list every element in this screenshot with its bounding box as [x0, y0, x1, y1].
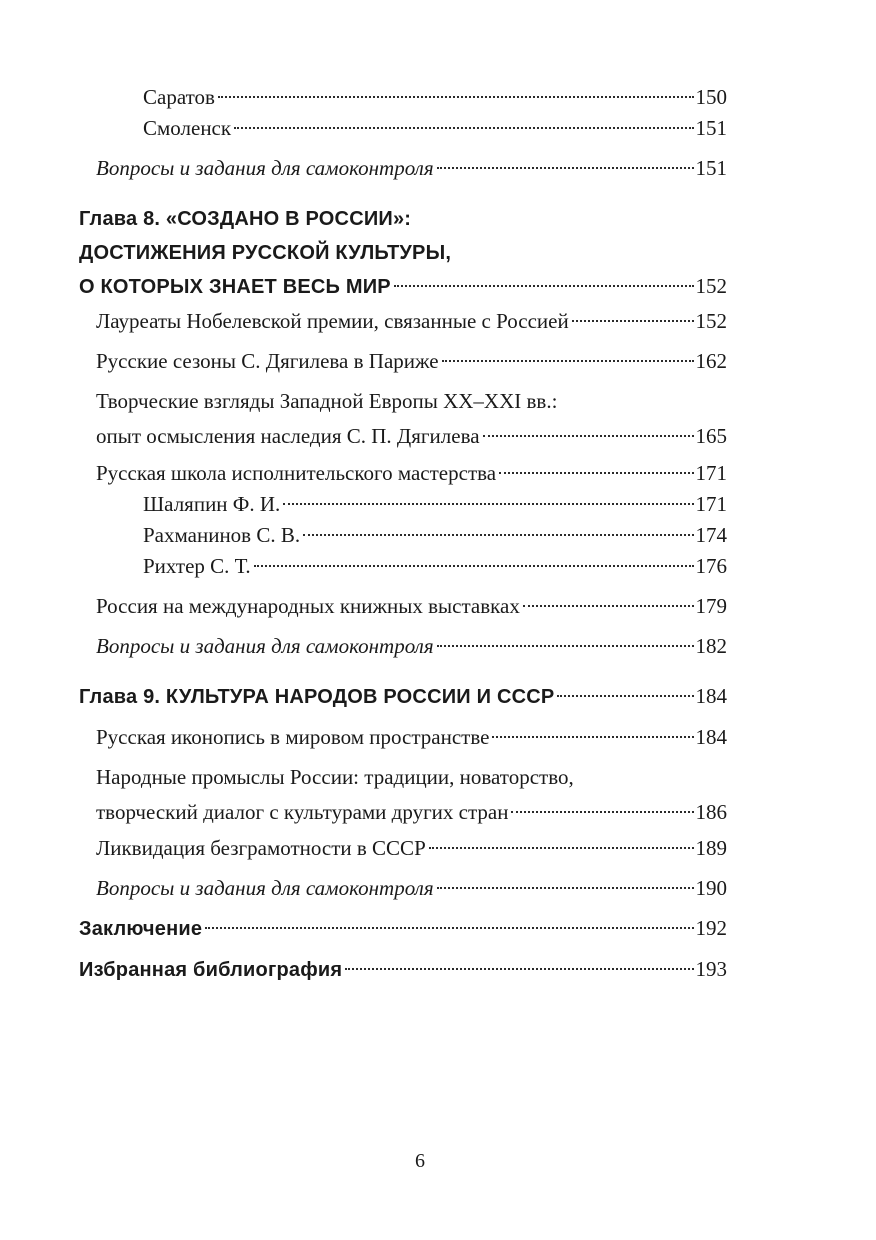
toc-entry-page: 171 — [695, 461, 727, 485]
toc-entry-page: 192 — [695, 916, 727, 940]
toc-entry-page: 184 — [695, 725, 727, 749]
toc-entry-icons — [0, 722, 876, 753]
toc-entry-title: Россия на международных книжных выставках — [96, 594, 520, 618]
dot-leader — [303, 534, 693, 536]
toc-entry-page: 174 — [695, 523, 727, 547]
toc-entry-page: 179 — [695, 594, 727, 618]
toc-entry-bibliography — [0, 954, 876, 986]
toc-entry-saratov — [0, 82, 876, 113]
dot-leader — [511, 811, 693, 813]
dot-leader — [205, 927, 693, 929]
toc-entry-title: Избранная библиография — [79, 959, 343, 981]
toc-entry-title: Шаляпин Ф. И. — [143, 492, 281, 516]
chapter-title-line: ДОСТИЖЕНИЯ РУССКОЙ КУЛЬТУРЫ, — [79, 242, 452, 264]
toc-entry-bookfairs — [0, 591, 876, 622]
dot-leader — [499, 472, 693, 474]
chapter-title-line: О КОТОРЫХ ЗНАЕТ ВЕСЬ МИР — [79, 276, 391, 298]
toc-entry-title: Ликвидация безграмотности в СССР — [96, 836, 426, 860]
toc-entry-title-continued: опыт осмысления наследия С. П. Дягилева — [96, 424, 480, 448]
toc-entry-page: 182 — [695, 634, 727, 658]
toc-entry-title: Вопросы и задания для самоконтроля — [96, 634, 434, 658]
dot-leader — [254, 565, 694, 567]
toc-entry-questions-2 — [0, 631, 876, 662]
toc-entry-title: Вопросы и задания для самоконтроля — [96, 876, 434, 900]
dot-leader — [394, 285, 694, 287]
toc-entry-title: Рахманинов С. В. — [143, 523, 301, 547]
toc-entry-title: Русская иконопись в мировом пространстве — [96, 725, 490, 749]
toc-entry-school — [0, 458, 876, 489]
toc-entry-title: Творческие взгляды Западной Европы XX–XXI вв.: — [96, 389, 558, 413]
dot-leader — [283, 503, 693, 505]
toc-entry-richter — [0, 551, 876, 582]
dot-leader — [483, 435, 694, 437]
toc-entry-crafts — [0, 762, 876, 828]
toc-entry-page: 151 — [695, 116, 727, 140]
toc-entry-conclusion — [0, 913, 876, 945]
toc-entry-title: Лауреаты Нобелевской премии, связанные с Россией — [96, 309, 569, 333]
dot-leader — [442, 360, 694, 362]
dot-leader — [557, 695, 693, 697]
toc-entry-seasons — [0, 346, 876, 377]
toc-entry-title: Заключение — [79, 918, 203, 940]
toc-entry-nobel — [0, 306, 876, 337]
toc-entry-page: 152 — [695, 309, 727, 333]
toc-entry-title: Смоленск — [143, 116, 232, 140]
toc-entry-rachmaninov — [0, 520, 876, 551]
dot-leader — [437, 645, 694, 647]
toc-entry-page: 162 — [695, 349, 727, 373]
toc-entry-page: 150 — [695, 85, 727, 109]
dot-leader — [218, 96, 694, 98]
toc-entry-page: 151 — [695, 156, 727, 180]
toc-entry-page: 152 — [695, 274, 727, 298]
toc-entry-page: 190 — [695, 876, 727, 900]
toc-entry-page: 184 — [695, 684, 727, 708]
toc-entry-title: Саратов — [143, 85, 215, 109]
toc-entry-chaliapin — [0, 489, 876, 520]
dot-leader — [437, 887, 694, 889]
toc-entry-views — [0, 386, 876, 452]
dot-leader — [523, 605, 694, 607]
toc-chapter-9 — [0, 681, 876, 713]
dot-leader — [429, 847, 694, 849]
chapter-title-line: Глава 8. «СОЗДАНО В РОССИИ»: — [79, 208, 412, 230]
toc-entry-title: Рихтер С. Т. — [143, 554, 251, 578]
toc-entry-page: 189 — [695, 836, 727, 860]
toc-entry-literacy — [0, 833, 876, 864]
toc-entry-page: 186 — [695, 800, 727, 824]
toc-entry-title: Русские сезоны С. Дягилева в Париже — [96, 349, 439, 373]
toc-entry-title: Народные промыслы России: традиции, новаторство, — [96, 765, 574, 789]
dot-leader — [492, 736, 693, 738]
toc-entry-title-continued: творческий диалог с культурами других стран — [96, 800, 509, 824]
toc-entry-title: Вопросы и задания для самоконтроля — [96, 156, 434, 180]
dot-leader — [437, 167, 694, 169]
dot-leader — [345, 968, 693, 970]
toc-entry-title: Русская школа исполнительского мастерства — [96, 461, 497, 485]
toc-entry-page: 193 — [695, 957, 727, 981]
toc-entry-questions-3 — [0, 873, 876, 904]
chapter-title-line: Глава 9. КУЛЬТУРА НАРОДОВ РОССИИ И СССР — [79, 686, 555, 708]
toc-entry-smolensk — [0, 113, 876, 144]
dot-leader — [572, 320, 694, 322]
page-number: 6 — [415, 1150, 425, 1172]
toc-entry-page: 176 — [695, 554, 727, 578]
toc-entry-page: 165 — [695, 424, 727, 448]
toc-chapter-8 — [0, 203, 876, 303]
dot-leader — [234, 127, 693, 129]
toc-entry-page: 171 — [695, 492, 727, 516]
toc-entry-questions-1 — [0, 153, 876, 184]
